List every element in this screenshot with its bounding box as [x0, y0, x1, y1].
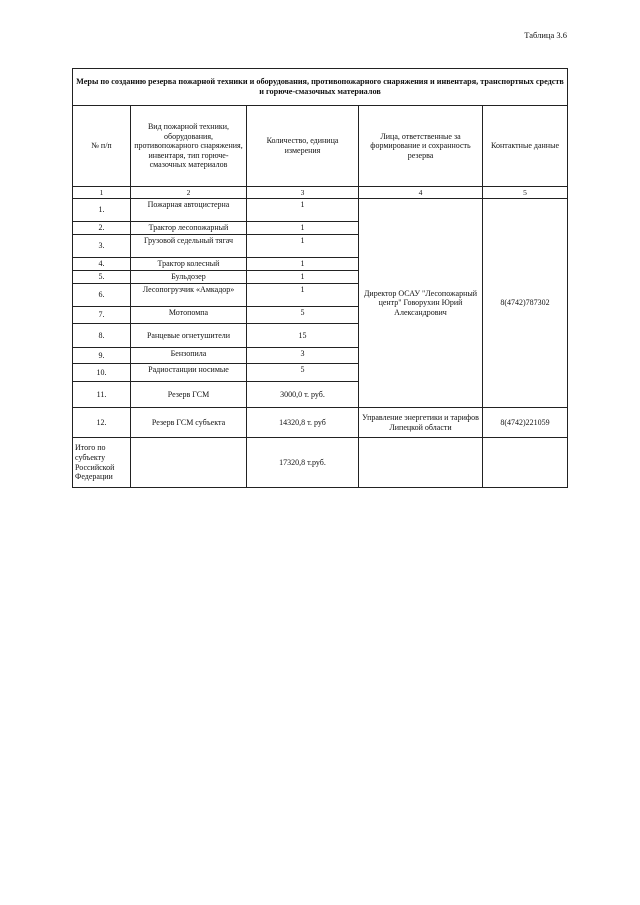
row-quantity: 1 [247, 271, 359, 284]
column-number: 2 [131, 187, 247, 199]
row-item: Трактор колесный [131, 258, 247, 271]
total-quantity: 17320,8 т.руб. [247, 438, 359, 488]
row-quantity: 1 [247, 235, 359, 258]
row-quantity: 14320,8 т. руб [247, 408, 359, 438]
row-quantity: 15 [247, 324, 359, 348]
row-number: 3. [73, 235, 131, 258]
empty-cell [131, 438, 247, 488]
row-item: Резерв ГСМ субъекта [131, 408, 247, 438]
reserve-table [72, 68, 568, 488]
row-number: 10. [73, 364, 131, 382]
empty-cell [359, 438, 483, 488]
row-number: 7. [73, 307, 131, 324]
header-cell: Лица, ответственные за формирование и сохранность резерва [359, 106, 483, 187]
row-item: Бензопила [131, 348, 247, 364]
row-item: Грузовой седельный тягач [131, 235, 247, 258]
row-item: Мотопомпа [131, 307, 247, 324]
row-item: Бульдозер [131, 271, 247, 284]
contact-phone: 8(4742)221059 [483, 408, 568, 438]
row-quantity: 3 [247, 348, 359, 364]
row-number: 4. [73, 258, 131, 271]
row-number: 1. [73, 199, 131, 222]
empty-cell [483, 438, 568, 488]
row-quantity: 1 [247, 258, 359, 271]
header-row [73, 106, 568, 187]
row-item: Лесопогрузчик «Амкадор» [131, 284, 247, 307]
responsible-organization: Управление энергетики и тарифов Липецкой области [359, 408, 483, 438]
row-item: Резерв ГСМ [131, 382, 247, 408]
row-item: Радиостанции носимые [131, 364, 247, 382]
header-cell: № п/п [73, 106, 131, 187]
row-item: Ранцевые огнетушители [131, 324, 247, 348]
total-label: Итого по субъекту Российской Федерации [73, 438, 131, 488]
row-number: 2. [73, 222, 131, 235]
table-title: Меры по созданию резерва пожарной техники и оборудования, противопожарного снаряжения и инвентаря, транспортных средств и горюче-смазочных материалов [73, 69, 568, 106]
row-item: Пожарная автоцистерна [131, 199, 247, 222]
row-quantity: 5 [247, 364, 359, 382]
responsible-person: Директор ОСАУ "Лесопожарный центр" Говорухин Юрий Александрович [359, 199, 483, 408]
row-quantity: 1 [247, 222, 359, 235]
column-number: 1 [73, 187, 131, 199]
row-quantity: 5 [247, 307, 359, 324]
column-number: 3 [247, 187, 359, 199]
table-row [73, 199, 568, 222]
row-number: 11. [73, 382, 131, 408]
row-number: 5. [73, 271, 131, 284]
row-quantity: 3000,0 т. руб. [247, 382, 359, 408]
total-row [73, 438, 568, 488]
row-number: 8. [73, 324, 131, 348]
row-number: 9. [73, 348, 131, 364]
header-cell: Вид пожарной техники, оборудования, противопожарного снаряжения, инвентаря, тип горюче-смазочных материалов [131, 106, 247, 187]
header-cell: Контактные данные [483, 106, 568, 187]
row-item: Трактор лесопожарный [131, 222, 247, 235]
column-number: 4 [359, 187, 483, 199]
table-row [73, 408, 568, 438]
column-numbers-row [73, 187, 568, 199]
table-caption: Таблица 3.6 [524, 30, 567, 40]
header-cell: Количество, единица измерения [247, 106, 359, 187]
contact-phone: 8(4742)787302 [483, 199, 568, 408]
row-number: 6. [73, 284, 131, 307]
row-number: 12. [73, 408, 131, 438]
row-quantity: 1 [247, 284, 359, 307]
column-number: 5 [483, 187, 568, 199]
row-quantity: 1 [247, 199, 359, 222]
